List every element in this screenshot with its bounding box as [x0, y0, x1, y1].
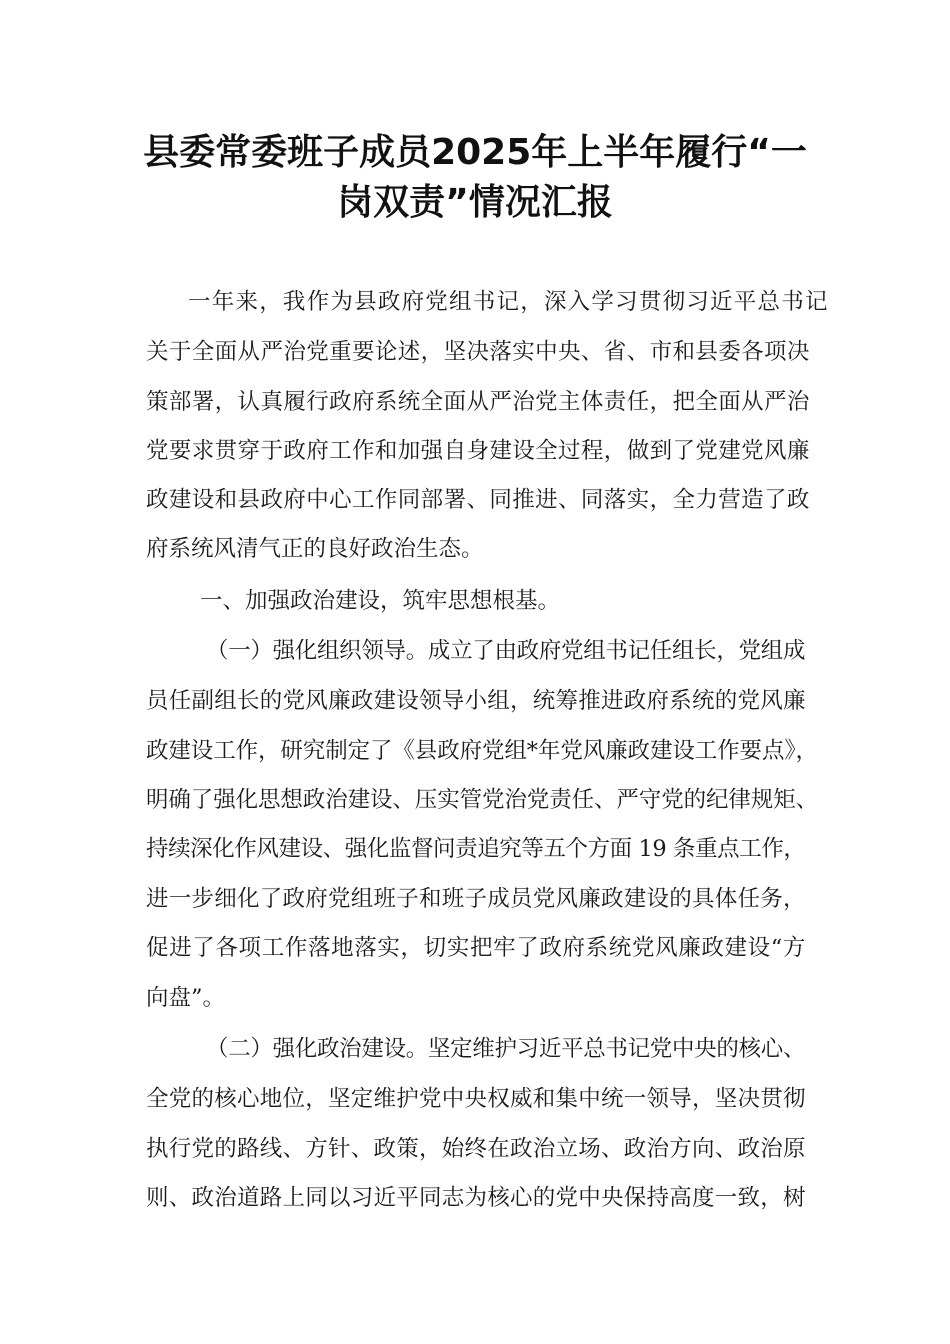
paragraph-2-line-4: 明确了强化思想政治建设、压实管党治党责任、严守党的纪律规矩、 [146, 787, 819, 813]
paragraph-2-line-7: 促进了各项工作落地落实，切实把牢了政府系统党风廉政建设“方 [146, 935, 807, 961]
paragraph-1-line-6: 府系统风清气正的良好政治生态。 [146, 536, 484, 562]
section-heading-1: 一、加强政治建设，筑牢思想根基。 [200, 588, 561, 614]
paragraph-1-line-2: 关于全面从严治党重要论述，坚决落实中央、省、市和县委各项决 [146, 339, 810, 365]
title-line-2: 岗双责”情况汇报 [337, 182, 613, 223]
paragraph-3-line-3: 执行党的路线、方针、政策，始终在政治立场、政治方向、政治原 [146, 1136, 806, 1162]
paragraph-1-line-5: 政建设和县政府中心工作同部署、同推进、同落实，全力营造了政 [146, 487, 810, 513]
paragraph-2-line-2: 员任副组长的党风廉政建设领导小组，统筹推进政府系统的党风廉 [146, 688, 806, 714]
paragraph-1-line-4: 党要求贯穿于政府工作和加强自身建设全过程，做到了党建党风廉 [146, 438, 810, 464]
paragraph-2-line-5: 持续深化作风建设、强化监督问责追究等五个方面 19 条重点工作， [146, 836, 806, 862]
paragraph-3-line-2: 全党的核心地位，坚定维护党中央权威和集中统一领导，坚决贯彻 [146, 1086, 806, 1112]
paragraph-2-line-3: 政建设工作，研究制定了《县政府党组*年党风廉政建设工作要点》， [146, 738, 818, 764]
title-line-1: 县委常委班子成员2025年上半年履行“一 [143, 132, 807, 173]
paragraph-1-line-1: 一年来，我作为县政府党组书记，深入学习贯彻习近平总书记 [188, 289, 829, 315]
paragraph-3-line-1: （二）强化政治建设。坚定维护习近平总书记党中央的核心、 [206, 1036, 806, 1062]
paragraph-2-line-6: 进一步细化了政府党组班子和班子成员党风廉政建设的具体任务， [146, 886, 806, 912]
paragraph-2-line-8: 向盘”。 [146, 985, 226, 1011]
paragraph-2-line-1: （一）强化组织领导。成立了由政府党组书记任组长，党组成 [206, 638, 806, 664]
document-title [120, 128, 830, 228]
paragraph-1-line-3: 策部署，认真履行政府系统全面从严治党主体责任，把全面从严治 [146, 389, 810, 415]
paragraph-3-line-4: 则、政治道路上同以习近平同志为核心的党中央保持高度一致，树 [146, 1185, 806, 1211]
